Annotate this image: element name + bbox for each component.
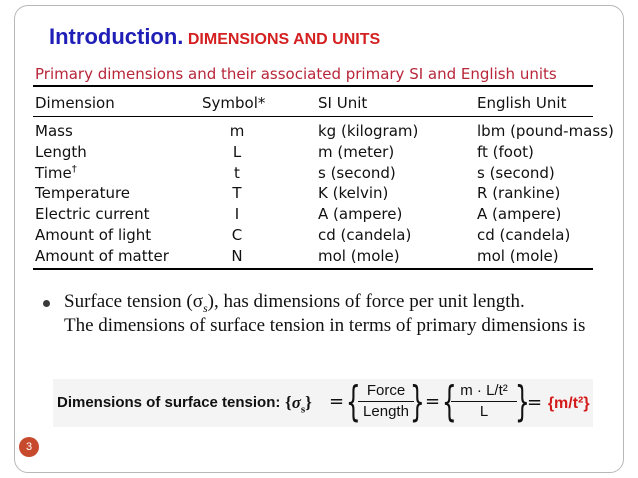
cell-english: mol (mole)	[477, 246, 559, 265]
slide-title	[49, 24, 380, 50]
equals-sign: =	[425, 391, 441, 412]
frac1-numerator: Force	[358, 381, 414, 402]
bullet-part2: ), has dimensions of force per unit length.	[207, 291, 525, 312]
equation-label: Dimensions of surface tension:	[57, 394, 281, 411]
table-row	[35, 183, 595, 204]
bullet-part1: Surface tension (σ	[64, 291, 203, 312]
cell-english: R (rankine)	[477, 184, 561, 203]
table-bottom-rule	[33, 268, 593, 270]
table-top-rule	[33, 85, 593, 87]
left-brace-icon: {	[346, 377, 361, 426]
dagger-mark: †	[71, 163, 77, 175]
frac2-denominator: L	[479, 403, 489, 420]
cell-si: A (ampere)	[318, 205, 403, 224]
page-number-badge: 3	[19, 437, 39, 457]
title-sub: DIMENSIONS AND UNITS	[187, 31, 381, 48]
table-header-rule	[33, 116, 593, 117]
cell-dimension: Length	[35, 142, 87, 161]
equals-sign: =	[329, 391, 345, 412]
table-row	[35, 142, 595, 163]
right-brace-icon: }	[515, 377, 530, 426]
cell-english: A (ampere)	[477, 205, 562, 224]
cell-symbol: L	[232, 142, 242, 161]
table-body	[35, 121, 614, 267]
cell-symbol: I	[234, 205, 240, 224]
cell-symbol: C	[231, 225, 243, 244]
bullet-text	[64, 290, 604, 338]
cell-english: lbm (pound-mass)	[477, 122, 614, 140]
table-row	[35, 163, 595, 184]
cell-english: ft (foot)	[477, 142, 534, 161]
table-caption: Primary dimensions and their associated primary SI and English units	[35, 65, 557, 83]
header-row	[35, 93, 595, 114]
cell-english: s (second)	[477, 163, 555, 182]
cell-si: mol (mole)	[318, 246, 400, 265]
fraction-force-length	[358, 381, 414, 422]
left-brace-icon: {	[442, 377, 457, 426]
result-value: {m/t²}	[547, 395, 590, 412]
bullet-dot-icon	[43, 300, 50, 307]
cell-dimension: Electric current	[35, 205, 150, 224]
cell-si: cd (candela)	[318, 225, 412, 244]
cell-dimension	[35, 163, 77, 184]
cell-dimension: Mass	[35, 122, 73, 140]
header-dimension: Dimension	[35, 94, 115, 112]
table-row	[35, 204, 595, 225]
cell-english: cd (candela)	[477, 225, 571, 244]
frac2-numerator: m · L/t²	[451, 381, 517, 402]
bullet-subscript: s	[202, 300, 208, 315]
cell-symbol: N	[231, 246, 243, 265]
fraction-mass-length	[451, 381, 517, 422]
surface-tension-equation	[53, 379, 593, 427]
equation-symbol: $\{\sigma_s\}$	[285, 393, 312, 416]
sigma-symbol: σ	[291, 393, 301, 412]
title-main: Introduction.	[49, 24, 184, 49]
header-si-unit: SI Unit	[318, 94, 368, 112]
cell-dimension-text: Time	[35, 163, 72, 182]
cell-si: K (kelvin)	[318, 184, 389, 203]
table-row	[35, 121, 614, 142]
table-header	[35, 93, 595, 114]
cell-dimension: Amount of light	[35, 225, 152, 244]
cell-si: m (meter)	[318, 142, 395, 161]
header-symbol: Symbol*	[202, 94, 266, 112]
frac1-denominator: Length	[363, 403, 409, 420]
right-brace-icon: }	[410, 377, 425, 426]
sigma-subscript: s	[300, 403, 306, 416]
header-english-unit: English Unit	[477, 94, 567, 112]
cell-symbol: t	[234, 163, 240, 182]
cell-dimension: Temperature	[35, 184, 131, 203]
table-row	[35, 225, 595, 246]
table-row	[35, 246, 595, 267]
cell-si: s (second)	[318, 163, 396, 182]
cell-symbol: T	[232, 184, 242, 203]
cell-symbol: m	[229, 122, 245, 140]
equation-result: = {m/t²}	[527, 392, 590, 413]
cell-dimension: Amount of matter	[35, 246, 169, 265]
bullet-part3: The dimensions of surface tension in terms of primary dimensions is	[64, 315, 586, 336]
cell-si: kg (kilogram)	[318, 122, 419, 140]
